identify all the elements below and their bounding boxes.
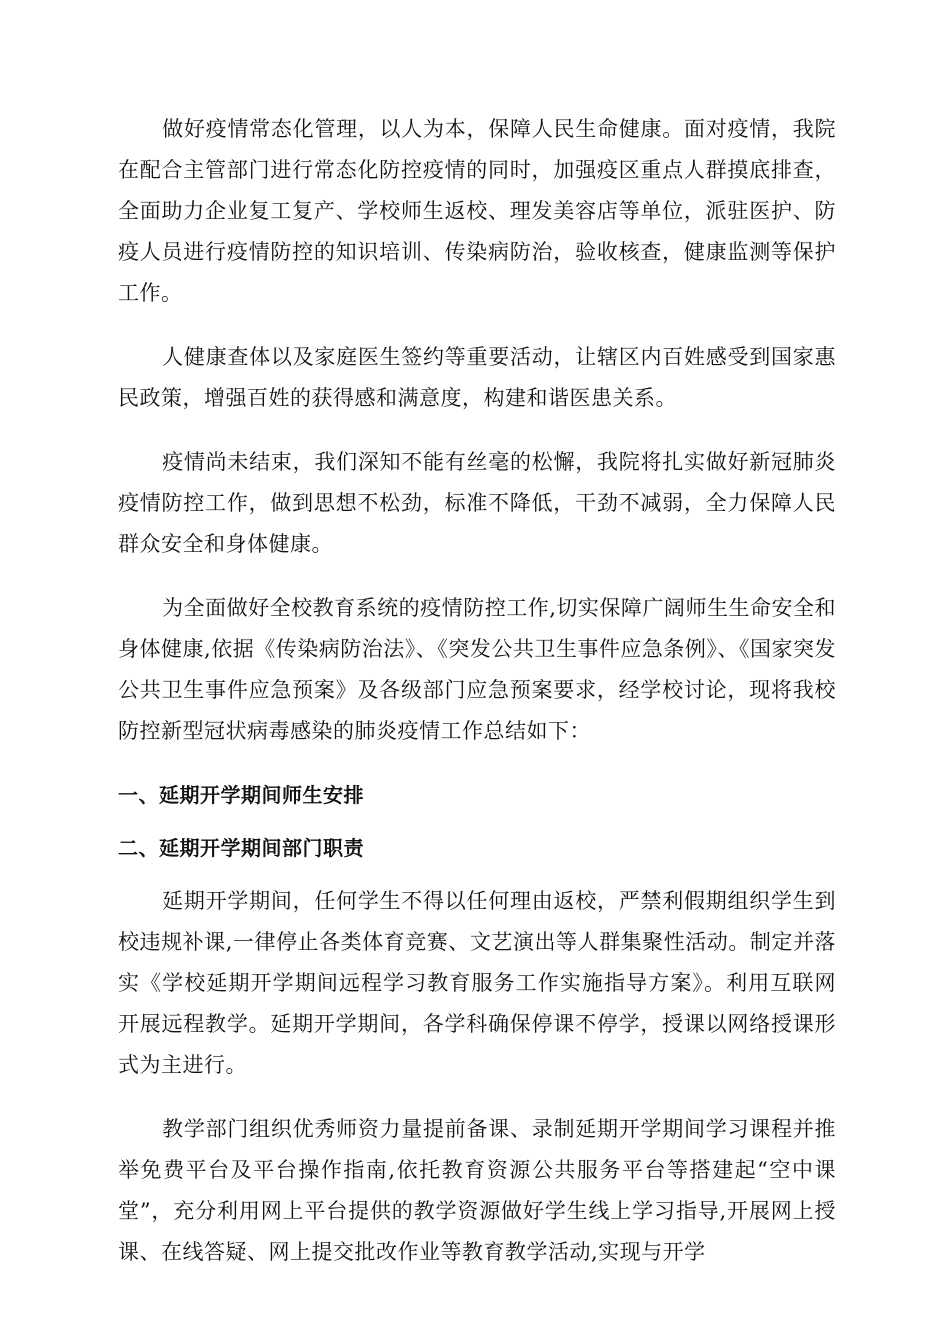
paragraph-delayed-opening: 延期开学期间，任何学生不得以任何理由返校，严禁利假期组织学生到校违规补课,一律停止各类体育竞赛、文艺演出等人群集聚性活动。制定并落实《学校延期开学期间远程学习教育服务工作实施指导方案》。利用互联网开展远程教学。延期开学期间，各学科确保停课不停学，授课以网络授课形式为主进行。 — [118, 889, 836, 1077]
paragraph-school-summary-intro: 为全面做好全校教育系统的疫情防控工作,切实保障广阔师生生命安全和身体健康,依据《传染病防治法》、《突发公共卫生事件应急条例》、《国家突发公共卫生事件应急预案》及各级部门应急预案要求，经学校讨论，现将我校防控新型冠状病毒感染的肺炎疫情工作总结如下： — [118, 596, 836, 743]
paragraph-health-checkup: 人健康查体以及家庭医生签约等重要活动，让辖区内百姓感受到国家惠民政策，增强百姓的获得感和满意度，构建和谐医患关系。 — [118, 345, 836, 410]
document-page — [118, 109, 836, 1296]
paragraph-epidemic-management: 做好疫情常态化管理，以人为本，保障人民生命健康。面对疫情，我院在配合主管部门进行常态化防控疫情的同时，加强疫区重点人群摸底排查，全面助力企业复工复产、学校师生返校、理发美容店等单位，派驻医护、防疫人员进行疫情防控的知识培训、传染病防治，验收核查，健康监测等保护工作。 — [118, 117, 836, 305]
section-heading-2: 二、延期开学期间部门职责 — [118, 836, 364, 860]
paragraph-epidemic-not-over: 疫情尚未结束，我们深知不能有丝毫的松懈，我院将扎实做好新冠肺炎疫情防控工作，做到思想不松劲，标准不降低，干劲不减弱，全力保障人民群众安全和身体健康。 — [118, 450, 836, 556]
paragraph-teaching-department: 教学部门组织优秀师资力量提前备课、录制延期开学期间学习课程并推举免费平台及平台操作指南,依托教育资源公共服务平台等搭建起“空中课堂”，充分利用网上平台提供的教学资源做好学生线上学习指导,开展网上授课、在线答疑、网上提交批改作业等教育教学活动,实现与开学 — [118, 1117, 836, 1264]
section-heading-1: 一、延期开学期间师生安排 — [118, 783, 364, 807]
